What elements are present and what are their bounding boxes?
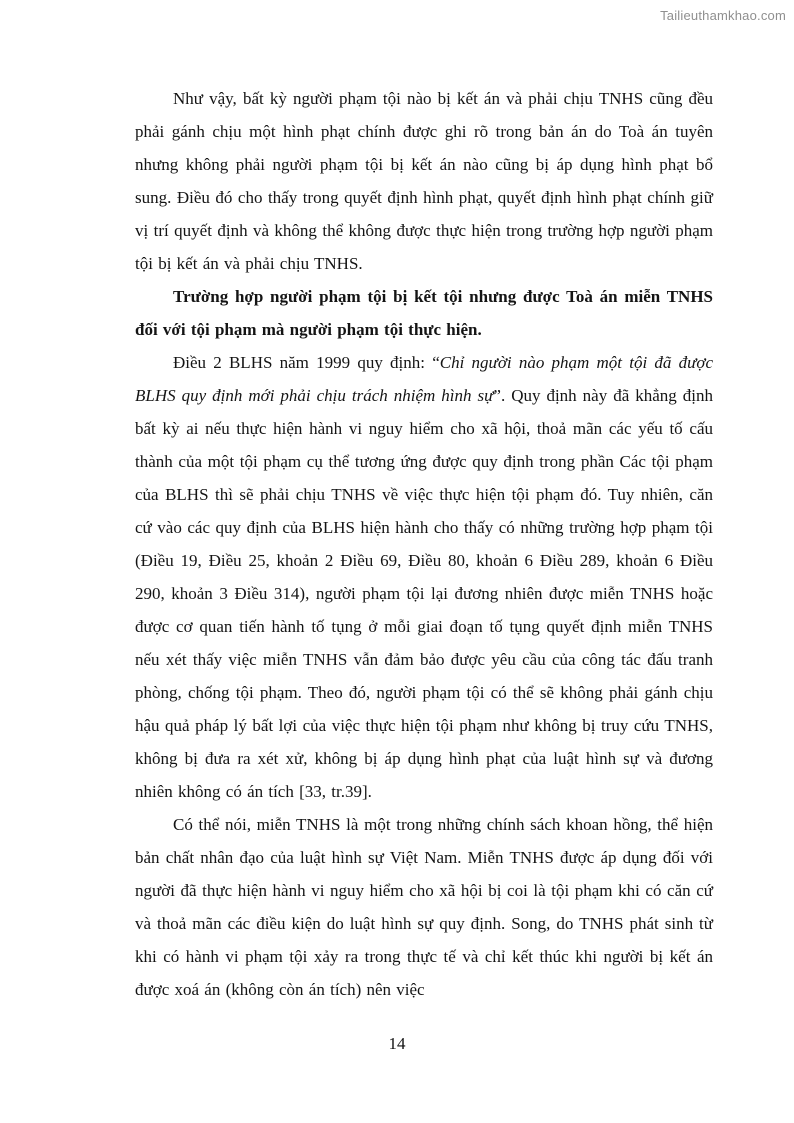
watermark-text: Tailieuthamkhao.com [660,8,786,23]
paragraph [135,82,713,280]
document-body [135,82,713,1006]
page-number: 14 [388,1034,406,1053]
text-run: Điều 2 BLHS năm 1999 quy định: “ [173,353,440,372]
paragraph [135,280,713,346]
text-run: ”. Quy định này đã khẳng định bất kỳ ai nếu thực hiện hành vi nguy hiểm cho xã hội, thoả mãn các yếu tố cấu thành của một tội phạm cụ thể tương ứng được quy định trong phần Các tội phạm của BLHS thì sẽ phải chịu TNHS về việc thực hiện tội phạm đó. Tuy nhiên, căn cứ vào các quy định của BLHS hiện hành cho thấy có những trường hợp phạm tội (Điều 19, Điều 25, khoản 2 Điều 69, Điều 80, khoản 6 Điều 289, khoản 6 Điều 290, khoản 3 Điều 314), người phạm tội lại đương nhiên được miễn TNHS hoặc được cơ quan tiến hành tố tụng ở mỗi giai đoạn tố tụng quyết định miễn TNHS nếu xét thấy việc miễn TNHS vẫn đảm bảo được yêu cầu của công tác đấu tranh phòng, chống tội phạm. Theo đó, người phạm tội có thể sẽ không phải gánh chịu hậu quả pháp lý bất lợi của việc thực hiện tội phạm như không bị truy cứu TNHS, không bị đưa ra xét xử, không bị áp dụng hình phạt của luật hình sự và đương nhiên không có án tích [33, tr.39]. [135,386,713,801]
text-run: Có thể nói, miễn TNHS là một trong những chính sách khoan hồng, thể hiện bản chất nhân đạo của luật hình sự Việt Nam. Miễn TNHS được áp dụng đối với người đã thực hiện hành vi nguy hiểm cho xã hội bị coi là tội phạm khi có căn cứ và thoả mãn các điều kiện do luật hình sự quy định. Song, do TNHS phát sinh từ khi có hành vi phạm tội xảy ra trong thực tế và chỉ kết thúc khi người bị kết án được xoá án (không còn án tích) nên việc [135,815,713,999]
text-run: Như vậy, bất kỳ người phạm tội nào bị kết án và phải chịu TNHS cũng đều phải gánh chịu một hình phạt chính được ghi rõ trong bản án do Toà án tuyên nhưng không phải người phạm tội bị kết án nào cũng bị áp dụng hình phạt bổ sung. Điều đó cho thấy trong quyết định hình phạt, quyết định hình phạt chính giữ vị trí quyết định và không thể không được thực hiện trong trường hợp người phạm tội bị kết án và phải chịu TNHS. [135,89,713,273]
text-run: Trường hợp người phạm tội bị kết tội nhưng được Toà án miễn TNHS đối với tội phạm mà người phạm tội thực hiện. [135,287,713,339]
text-run: Chỉ người nào phạm một tội đã được BLHS quy định mới phải chịu trách nhiệm hình sự [135,353,714,405]
paragraph [135,346,713,808]
paragraph [135,808,713,1006]
